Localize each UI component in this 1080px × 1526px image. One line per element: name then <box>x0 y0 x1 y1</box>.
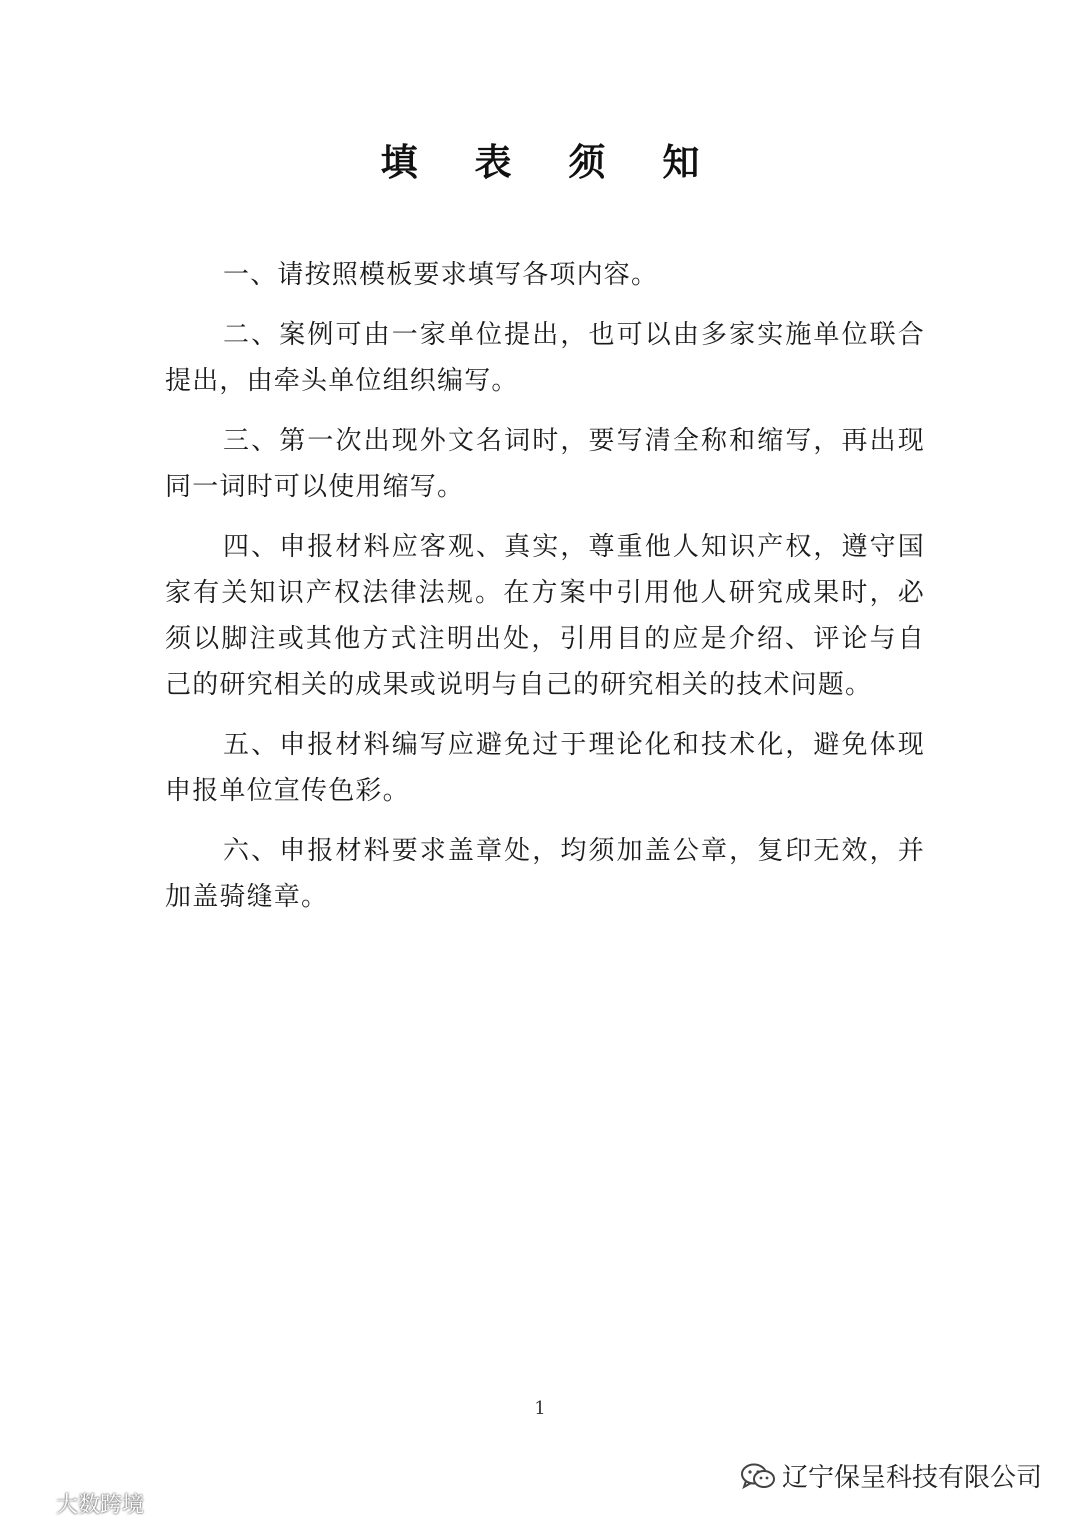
instruction-paragraph-2: 二、案例可由一家单位提出，也可以由多家实施单位联合提出，由牵头单位组织编写。 <box>165 320 925 396</box>
site-logo-icon <box>14 1493 52 1515</box>
instruction-paragraph-5: 五、申报材料编写应避免过于理论化和技术化，避免体现申报单位宣传色彩。 <box>165 730 925 806</box>
page-title: 填 表 须 知 <box>380 141 722 184</box>
company-name: 辽宁保呈科技有限公司 <box>781 1463 1042 1493</box>
instructions-body <box>165 252 925 934</box>
company-watermark <box>740 1457 1042 1494</box>
instruction-paragraph-3: 三、第一次出现外文名词时，要写清全称和缩写，再出现同一词时可以使用缩写。 <box>165 426 925 502</box>
instruction-paragraph-6: 六、申报材料要求盖章处，均须加盖公章，复印无效，并加盖骑缝章。 <box>165 836 925 912</box>
instruction-paragraph-1: 一、请按照模板要求填写各项内容。 <box>223 260 659 290</box>
wechat-icon <box>740 1462 776 1490</box>
site-watermark <box>14 1488 144 1519</box>
instruction-paragraph-4: 四、申报材料应客观、真实，尊重他人知识产权，遵守国家有关知识产权法律法规。在方案中引用他人研究成果时，必须以脚注或其他方式注明出处，引用目的应是介绍、评论与自己的研究相关的成果或说明与自己的研究相关的技术问题。 <box>165 532 925 700</box>
site-name: 大数跨境 <box>56 1493 145 1518</box>
page-number: 1 <box>534 1398 546 1419</box>
